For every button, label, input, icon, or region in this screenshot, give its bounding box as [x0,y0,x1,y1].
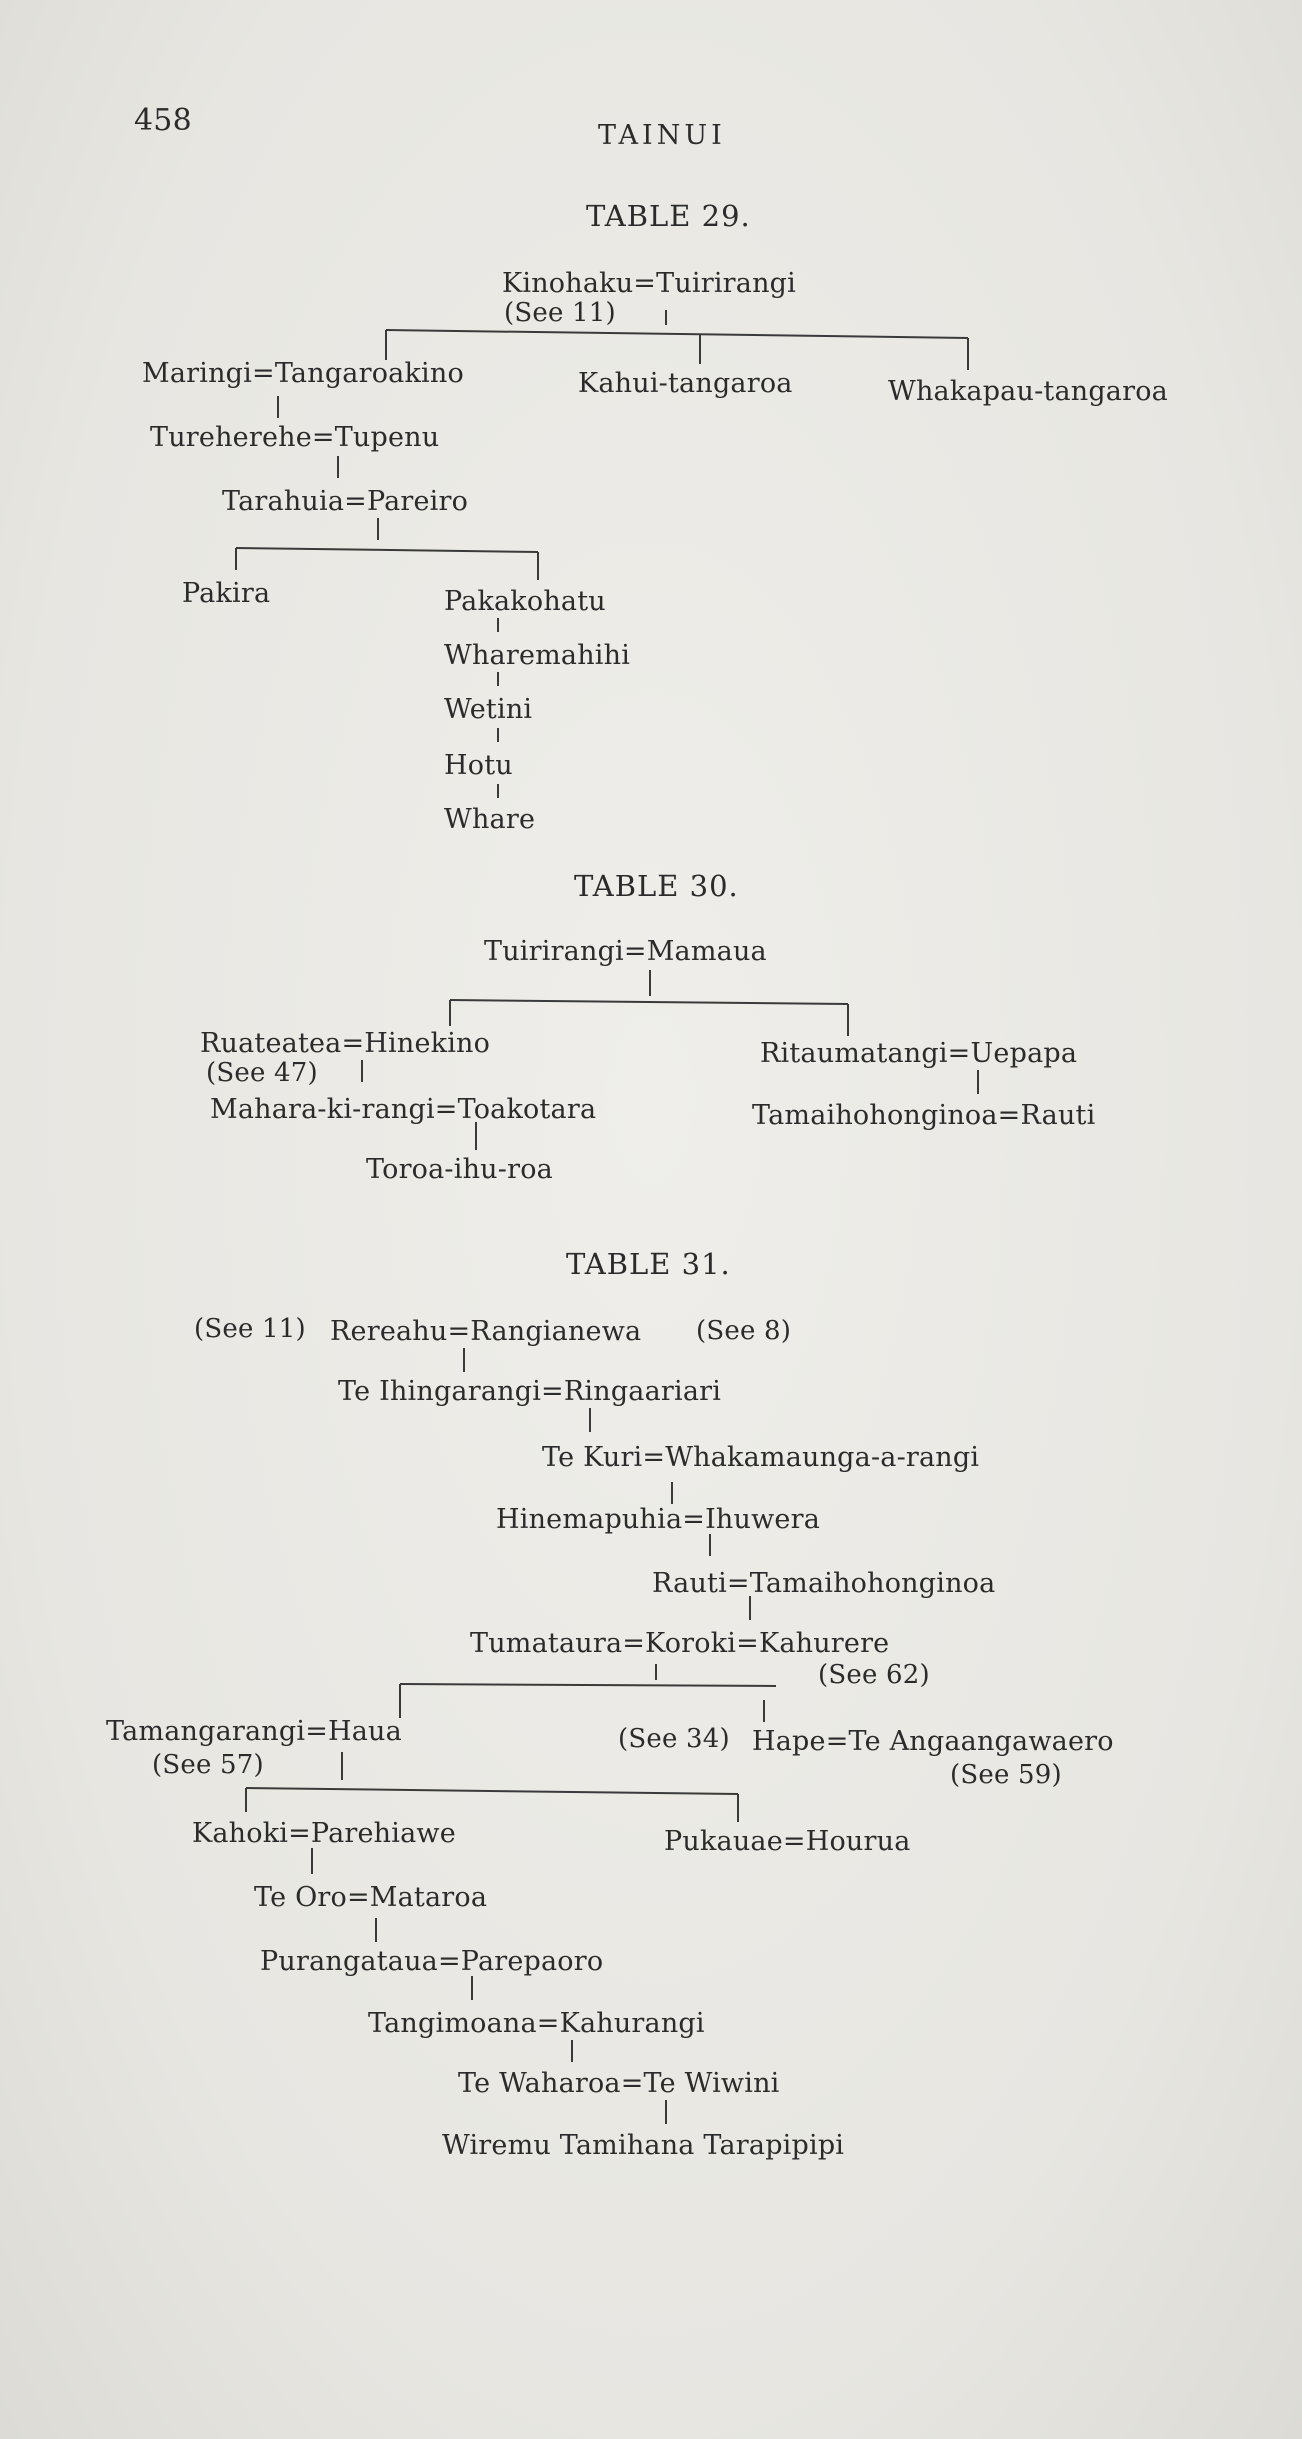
table-31-generation-5: Rauti=Tamaihohonginoa [652,1568,996,1599]
table-29-generation-8: Whare [444,804,536,835]
table-31-descendant-5: Wiremu Tamihana Tarapipipi [442,2130,845,2161]
table-29-generation-4-right: Pakakohatu [444,586,606,617]
table-31-descendant-3: Tangimoana=Kahurangi [368,2008,705,2039]
table-31-generation-2: Te Ihingarangi=Ringaariari [338,1376,722,1407]
table-31-left-branch-reference: (See 57) [152,1750,264,1780]
table-31-generation-6-reference: (See 62) [818,1660,930,1690]
table-29-generation-7: Hotu [444,750,513,781]
table-31-right-branch: Hape=Te Angaangawaero [752,1726,1114,1757]
table-29-generation-2: Tureherehe=Tupenu [150,422,440,453]
table-31-title: TABLE 31. [566,1247,731,1281]
table-31-descendant-2: Purangataua=Parepaoro [260,1946,604,1977]
table-30-left-1: Ruateatea=Hinekino [200,1028,491,1059]
table-31-left-branch: Tamangarangi=Haua [106,1716,402,1747]
table-30-right-1: Ritaumatangi=Uepapa [760,1038,1078,1069]
table-29-root-couple: Kinohaku=Tuirirangi [502,268,796,299]
table-30-left-3: Toroa-ihu-roa [366,1154,553,1185]
table-30-right-2: Tamaihohonginoa=Rauti [752,1100,1096,1131]
table-31-generation-3: Te Kuri=Whakamaunga-a-rangi [542,1442,980,1473]
table-31-reference-right: (See 8) [696,1316,792,1346]
table-30-title: TABLE 30. [574,869,739,903]
table-29-generation-6: Wetini [444,694,533,725]
table-31-descendant-4: Te Waharoa=Te Wiwini [458,2068,780,2099]
table-31-reference-left: (See 11) [194,1314,306,1344]
table-29-generation-5: Wharemahihi [444,640,631,671]
table-29-child-1: Maringi=Tangaroakino [142,358,464,389]
table-31-generation-6: Tumataura=Koroki=Kahurere [470,1628,890,1659]
table-30-root-couple: Tuirirangi=Mamaua [484,936,767,967]
table-31-descendant-1: Te Oro=Mataroa [254,1882,488,1913]
table-29-child-2: Kahui-tangaroa [578,368,793,399]
table-30-left-2: Mahara-ki-rangi=Toakotara [210,1094,597,1125]
table-29-child-3: Whakapau-tangaroa [888,376,1168,407]
table-31-left-child: Kahoki=Parehiawe [192,1818,456,1849]
table-30-left-1-reference: (See 47) [206,1058,318,1088]
table-29-title: TABLE 29. [586,199,751,233]
table-31-right-branch-prefix: (See 34) [618,1724,730,1754]
table-31-generation-1: Rereahu=Rangianewa [330,1316,642,1347]
table-29-root-reference: (See 11) [504,298,616,328]
table-31-generation-4: Hinemapuhia=Ihuwera [496,1504,821,1535]
running-title: TAINUI [598,120,726,151]
table-29-generation-4-left: Pakira [182,578,271,609]
table-31-right-child: Pukauae=Hourua [664,1826,911,1857]
table-29-generation-3: Tarahuia=Pareiro [222,486,469,517]
table-31-right-branch-reference: (See 59) [950,1760,1062,1790]
page-number: 458 [134,103,192,138]
